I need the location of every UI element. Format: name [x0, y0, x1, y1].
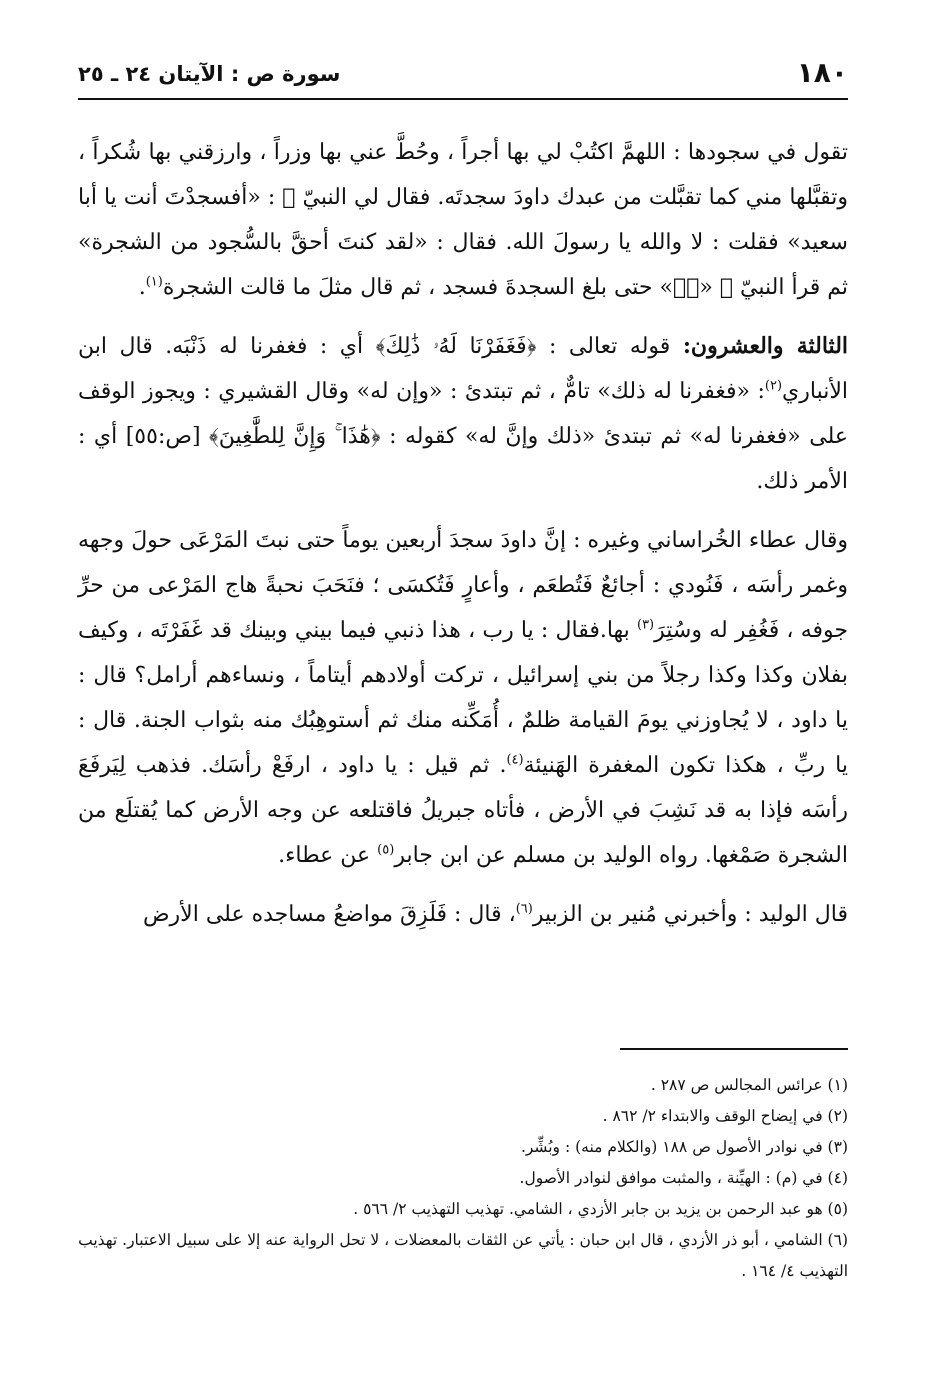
paragraph-3 [78, 518, 848, 878]
footnote-ref-5: (٥) [377, 842, 395, 858]
paragraph-text: عن عطاء. [278, 843, 378, 868]
footnote-ref-6: (٦) [515, 901, 533, 917]
paragraph-text: قوله تعالى : ﴿فَغَفَرْنَا لَهُۥ ذَٰلِكَ﴾ أي : فغفرنا له ذَنْبَه. قال ابن الأنباري [78, 334, 848, 404]
paragraph-1 [78, 130, 848, 310]
footnote-ref-1: (١) [145, 274, 163, 290]
paragraph-2 [78, 324, 848, 504]
main-text [78, 130, 848, 951]
paragraph-text: . ثم قيل : يا داود ، ارفَعْ رأسَك. فذهب لِيَرفَعَ رأسَه فإذا به قد نَشِبَ في الأرض ، فأتاه جبريلُ فاقتلعه عن وجه الأرض كما يُقتلَع من الشجرة صَمْغها. رواه الوليد بن مسلم عن ابن جابر [78, 753, 848, 868]
paragraph-text: تقول في سجودها : اللهمَّ اكتُبْ لي بها أجراً ، وحُطَّ عني بها وزراً ، وارزقني بها شُكراً ، وتقبَّلها مني كما تقبَّلت من عبدك داودَ سجدتَه. فقال لي النبيّ ﷺ : «أفسجدْتَ أنت يا أبا سعيد» فقلت : لا والله يا رسولَ الله. فقال : «لقد كنتَ أحقَّ بالسُّجود من الشجرة» ثم قرأ النبيّ ﷺ «صۤ» حتى بلغ السجدةَ فسجد ، ثم قال مثلَ ما قالت الشجرة [78, 140, 848, 300]
footnote-divider [620, 1048, 848, 1050]
page-number: ١٨٠ [796, 56, 848, 89]
footnote-4: (٤) في (م) : الهيِّنة ، والمثبت موافق لنوادر الأصول. [519, 1169, 848, 1187]
paragraph-text: وقال عطاء الخُراساني وغيره : إنَّ داودَ سجدَ أربعين يوماً حتى نبتَ المَرْعَى حولَ وجهه وغمر رأسَه ، فَنُودي : أجائعٌ فَتُطعَم ، وأعارٍ فَتُكسَى ؛ فنَحَبَ نحبةً هاج المَرْعى من حرِّ جوفه ، فَغُفِر له وسُتِرَ [78, 528, 848, 643]
paragraph-4 [78, 892, 848, 937]
footnote-ref-4: (٤) [506, 752, 524, 768]
paragraph-text: ، قال : فَلَزِقَ مواضعُ مساجده على الأرض [142, 902, 516, 927]
footnotes [78, 1070, 848, 1287]
footnote-6: (٦) الشامي ، أبو ذر الأزدي ، قال ابن حبان : يأتي عن الثقات بالمعضلات ، لا تحل الرواية عنه إلا على سبيل الاعتبار. تهذيب التهذيب ٤/ ١٦٤ . [78, 1231, 848, 1280]
paragraph-text: قال الوليد : وأخبرني مُنير بن الزبير [532, 902, 848, 927]
footnote-2: (٢) في إيضاح الوقف والابتداء ٢/ ٨٦٢ . [602, 1107, 848, 1125]
paragraph-text: . [138, 275, 146, 300]
paragraph-text: : «فغفرنا له ذلك» تامٌّ ، ثم تبتدئ : «وإن له» وقال القشيري : ويجوز الوقف على «فغفرنا له» ثم تبتدئ «ذلك وإنَّ له» كقوله : ﴿هَٰذَا ۚ وَإِنَّ لِلطَّٰغِينَ﴾ [ص:٥٥] أي : الأمر ذلك. [78, 379, 848, 494]
footnote-ref-2: (٢) [764, 378, 783, 394]
footnote-1: (١) عرائس المجالس ص ٢٨٧ . [650, 1076, 848, 1094]
paragraph-text: بها.فقال : يا رب ، هذا ذنبي فيما بيني وبينك قد غَفَرْتَه ، وكيف بفلان وكذا وكذا رجلاً من بني إسرائيل ، تركت أولادهم أيتاماً ، ونساءهم أرامل؟ قال : يا داود ، لا يُجاوزني يومَ القيامة ظلمٌ ، أُمَكِّنه منك ثم أستوهِبُك منه بثواب الجنة. قال : يا ربِّ ، هكذا تكون المغفرة الهَنيئة [78, 618, 848, 778]
footnote-5: (٥) هو عبد الرحمن بن يزيد بن جابر الأزدي ، الشامي. تهذيب التهذيب ٢/ ٥٦٦ . [353, 1200, 848, 1218]
page-header [78, 54, 848, 100]
section-heading: الثالثة والعشرون: [682, 333, 849, 359]
footnote-ref-3: (٣) [636, 617, 655, 633]
running-title: سورة ص : الآيتان ٢٤ ـ ٢٥ [78, 62, 341, 86]
footnote-3: (٣) في نوادر الأصول ص ١٨٨ (والكلام منه) : وبُشِّر. [520, 1138, 848, 1156]
